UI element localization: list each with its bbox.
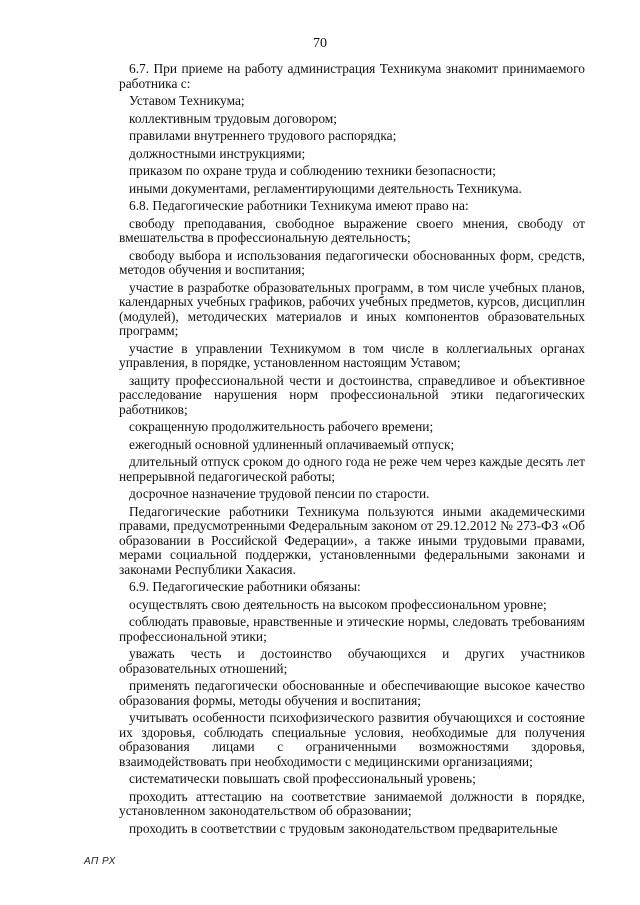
paragraph: систематически повышать свой профессиональный уровень; xyxy=(129,771,476,786)
paragraph: длительный отпуск сроком до одного года не реже чем через каждые десять лет непрерывной педагогической работы; xyxy=(119,454,585,484)
page-number: 70 xyxy=(313,36,327,51)
paragraph: проходить аттестацию на соответствие занимаемой должности в порядке, установленном законодательством об образовании; xyxy=(119,788,585,818)
paragraph: осуществлять свою деятельность на высоком профессиональном уровне; xyxy=(129,596,547,612)
paragraph: должностными инструкциями; xyxy=(129,145,306,161)
paragraph: 6.8. Педагогические работники Техникума имеют право на: xyxy=(129,198,469,213)
paragraph: коллективным трудовым договором; xyxy=(129,110,337,126)
paragraph: правилами внутреннего трудового распорядка; xyxy=(129,128,397,143)
paragraph: участие в разработке образовательных программ, в том числе учебных планов, календарных учебных графиков, рабочих учебных предметов, курсов, дисциплин (модулей), методических материалов и иных компонентов образовательных программ; xyxy=(119,279,585,338)
document-body xyxy=(119,62,585,839)
paragraph: уважать честь и достоинство обучающихся и других участников образовательных отношений; xyxy=(119,646,585,676)
paragraph: 6.7. При приеме на работу администрация Техникума знакомит принимаемого работника с: xyxy=(119,61,585,91)
paragraph: учитывать особенности психофизического развития обучающихся и состояние их здоровья, соблюдать специальные условия, необходимые для получения образования лицами с ограниченными возможностями здоровья, взаимодействовать при необходимости с медицинскими организациями; xyxy=(119,710,585,769)
footer-mark: АП РХ xyxy=(84,856,116,867)
paragraph: сокращенную продолжительность рабочего времени; xyxy=(129,419,434,434)
paragraph: применять педагогически обоснованные и обеспечивающие высокое качество образования формы, методы обучения и воспитания; xyxy=(119,678,585,708)
paragraph: участие в управлении Техникумом в том числе в коллегиальных органах управления, в порядке, установленном настоящим Уставом; xyxy=(119,340,585,370)
paragraph: свободу преподавания, свободное выражение своего мнения, свободу от вмешательства в профессиональную деятельность; xyxy=(119,215,585,245)
paragraph: Уставом Техникума; xyxy=(129,93,245,108)
paragraph: свободу выбора и использования педагогически обоснованных форм, средств, методов обучения и воспитания; xyxy=(119,247,585,277)
paragraph: соблюдать правовые, нравственные и этические нормы, следовать требованиям профессиональной этики; xyxy=(119,614,585,644)
paragraph: защиту профессиональной чести и достоинства, справедливое и объективное расследование нарушения норм профессиональной этики педагогических работников; xyxy=(119,372,585,417)
paragraph: досрочное назначение трудовой пенсии по старости. xyxy=(129,486,430,501)
paragraph: проходить в соответствии с трудовым законодательством предварительные xyxy=(129,820,558,836)
paragraph: иными документами, регламентирующими деятельность Техникума. xyxy=(129,180,522,196)
paragraph: ежегодный основной удлиненный оплачиваемый отпуск; xyxy=(129,436,455,452)
paragraph: Педагогические работники Техникума пользуются иными академическими правами, предусмотренными Федеральным законом от 29.12.2012 № 273-ФЗ «Об образовании в Российской Федерации», а также иными трудовыми правами, мерами социальной поддержки, установленными федеральными законами и законами Республики Хакасия. xyxy=(119,503,585,577)
paragraph: 6.9. Педагогические работники обязаны: xyxy=(129,579,361,594)
paragraph: приказом по охране труда и соблюдению техники безопасности; xyxy=(129,163,496,178)
